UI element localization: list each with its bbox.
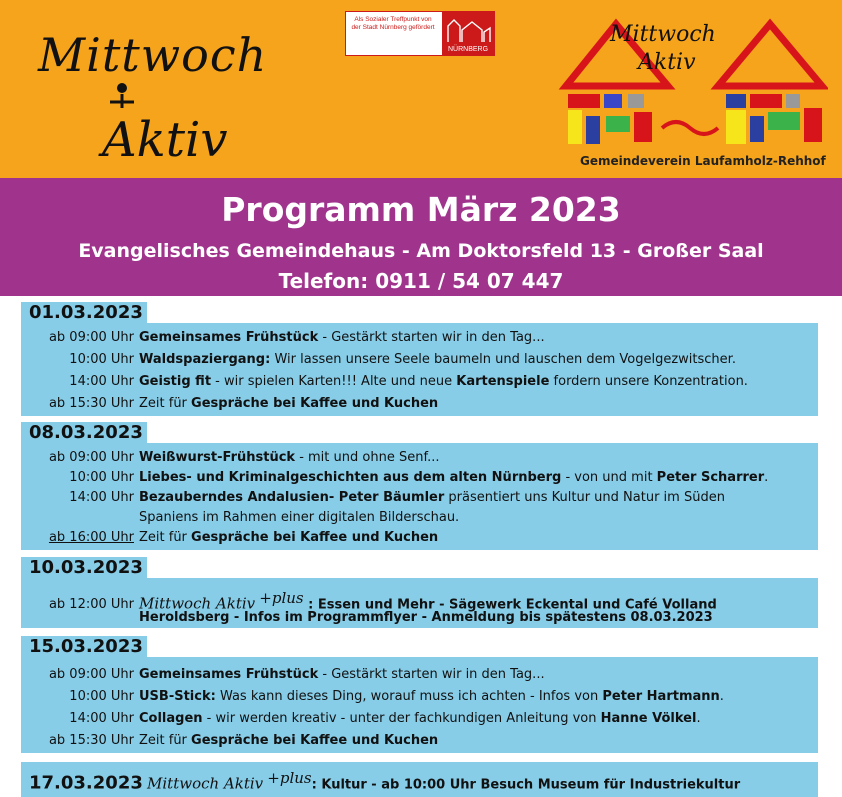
mittwoch-aktiv-label: Mittwoch Aktiv [147,774,264,793]
date-label: 01.03.2023 [21,302,147,323]
row-time: ab 16:00 Uhr [48,530,134,545]
program-row [21,468,818,488]
row-pre: Zeit für [139,530,192,545]
location-line: Evangelisches Gemeindehaus - Am Doktorsfeld 13 - Großer Saal [78,240,764,262]
divider [21,416,818,418]
program-row [21,394,818,414]
row-text: - wir spielen Karten!!! Alte und neue [211,374,457,389]
row-title2: Peter Hartmann [602,689,720,704]
row-title: Weißwurst-Frühstück [139,450,296,465]
row-text: Spaniens im Rahmen einer digitalen Bilderschau. [139,510,460,525]
verein-name: Gemeindeverein Laufamholz-Rehhof [580,154,826,168]
divider [21,628,818,630]
program-row [21,350,818,370]
row-title2: Peter Scharrer [656,470,765,485]
divider [21,550,818,552]
plus-label: +plus [259,589,304,607]
program-title: Programm März 2023 [221,190,621,229]
row-title: : Essen und Mehr - Sägewerk Eckental und Café Volland [303,597,717,613]
row-title: USB-Stick: [139,689,216,704]
row-time: 14:00 Uhr [69,374,134,389]
phone-line: Telefon: 0911 / 54 07 447 [278,269,564,293]
row-title: Liebes- und Kriminalgeschichten aus dem alten Nürnberg [139,470,562,485]
row-title: Heroldsberg - Infos im Programmflyer - Anmeldung bis spätestens 08.03.2023 [139,610,713,625]
row-pre: Zeit für [139,396,192,411]
row-time: ab 15:30 Uhr [48,733,134,748]
program-row [21,709,818,729]
date-label: 17.03.2023 [29,772,143,794]
program-row [21,528,818,548]
row-time: 10:00 Uhr [69,689,134,704]
row-title: : Kultur - ab 10:00 Uhr Besuch Museum für Industriekultur [311,777,741,793]
program-row [21,608,818,628]
row-time: ab 09:00 Uhr [48,667,134,682]
row-text: - von und mit [561,470,657,485]
program-row [21,731,818,751]
row-text2: . [696,711,701,726]
mittwoch-aktiv-logo [38,30,318,166]
stadt-nuernberg-stamp [345,11,495,56]
row-text: - wir werden kreativ - unter der fachkundigen Anleitung von [202,711,601,726]
gemeindeverein-logo [558,12,828,174]
program-row [21,508,818,528]
logo-line2: Aktiv [102,112,228,168]
plus-label: +plus [267,769,312,787]
row-text: Was kann dieses Ding, worauf muss ich achten - Infos von [215,689,603,704]
row-text: Wir lassen unsere Seele baumeln und lauschen dem Vogelgezwitscher. [270,352,736,367]
row-title: Gemeinsames Frühstück [139,330,319,345]
row-time: ab 09:00 Uhr [48,330,134,345]
row-title2: Kartenspiele [456,374,550,389]
program-title-band [0,178,842,296]
logo-line1: Mittwoch [38,28,268,82]
program-row [21,687,818,707]
program-row [21,372,818,392]
header-banner [0,0,842,178]
row-title: Waldspaziergang: [139,352,271,367]
row-title: Collagen [139,711,203,726]
row-text2: . [719,689,724,704]
city-emblem [442,12,494,55]
row-title: Bezauberndes Andalusien- Peter Bäumler [139,490,445,505]
stamp-text: Als Sozialer Treffpunkt von der Stadt Nürnberg gefördert [351,16,435,31]
program-row [21,328,818,348]
row-text: - mit und ohne Senf... [295,450,440,465]
day-entry-box [21,323,818,416]
row-pre: Zeit für [139,733,192,748]
row-time: 10:00 Uhr [69,352,134,367]
row-time: 14:00 Uhr [69,490,134,505]
row-text2: fordern unsere Konzentration. [549,374,748,389]
program-row [29,768,826,795]
program-row [21,448,818,468]
row-text: - Gestärkt starten wir in den Tag... [318,667,545,682]
row-time: ab 09:00 Uhr [48,450,134,465]
row-title: Gemeinsames Frühstück [139,667,319,682]
logo2-line1: Mittwoch [610,22,716,47]
mittwoch-aktiv-label: Mittwoch Aktiv [139,594,256,613]
row-title: Geistig fit [139,374,212,389]
row-time: 14:00 Uhr [69,711,134,726]
row-text: präsentiert uns Kultur und Natur im Süden [444,490,725,505]
stick-figure-icon [102,82,142,122]
row-title: Gespräche bei Kaffee und Kuchen [191,396,439,411]
divider [21,753,818,755]
row-time: 10:00 Uhr [69,470,134,485]
program-row [21,488,818,508]
day-entry-box [21,443,818,550]
day-entry-box [21,657,818,753]
stamp-city: NÜRNBERG [447,46,489,53]
row-text2: . [764,470,769,485]
row-title: Gespräche bei Kaffee und Kuchen [191,733,439,748]
row-title2: Hanne Völkel [600,711,697,726]
date-label: 15.03.2023 [21,636,147,657]
row-title: Gespräche bei Kaffee und Kuchen [191,530,439,545]
row-text: - Gestärkt starten wir in den Tag... [318,330,545,345]
castle-icon [442,12,494,46]
date-label: 10.03.2023 [21,557,147,578]
row-time: ab 12:00 Uhr [48,597,134,613]
logo2-line2: Aktiv [638,50,696,75]
day-entry-box [21,578,818,628]
day-entry-box [21,762,818,797]
date-label: 08.03.2023 [21,422,147,443]
program-row [21,665,818,685]
row-time: ab 15:30 Uhr [48,396,134,411]
